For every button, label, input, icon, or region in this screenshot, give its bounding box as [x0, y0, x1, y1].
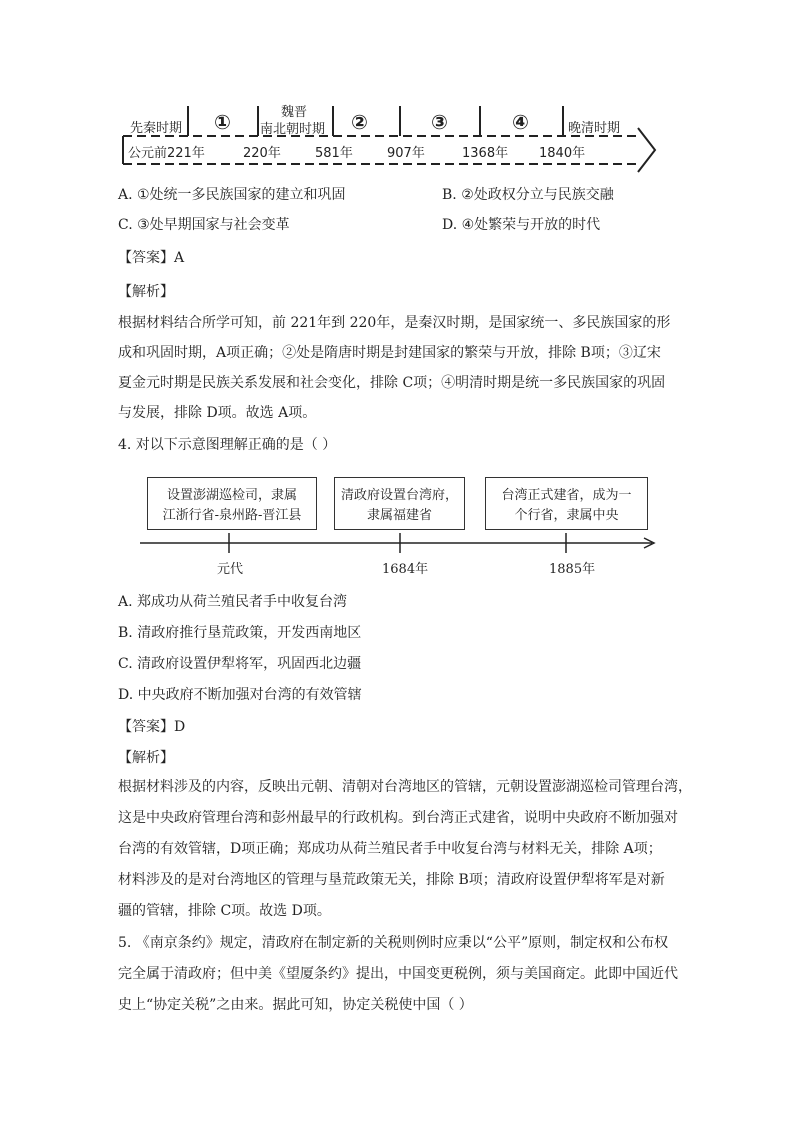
year-label: 907年 — [387, 146, 425, 161]
q4-analysis-line: 台湾的有效管辖，D项正确；郑成功从荷兰殖民者手中收复台湾与材料无关，排除 A项； — [118, 841, 662, 857]
q3-answer: 【答案】A — [118, 250, 185, 266]
taiwan-timeline-axis — [140, 530, 662, 560]
q4-choice-c: C. 清政府设置伊犁将军，巩固西北边疆 — [118, 656, 362, 672]
q4-answer: 【答案】D — [118, 719, 186, 735]
label-nanbeichao: 南北朝时期 — [260, 122, 326, 137]
label-pre-qin: 先秦时期 — [130, 121, 183, 136]
box-line: 设置澎湖巡检司，隶属 — [166, 488, 297, 503]
q4-analysis-line: 这是中央政府管理台湾和彭州最早的行政机构。到台湾正式建省，说明中央政府不断加强对 — [118, 810, 678, 826]
q4-choice-a: A. 郑成功从荷兰殖民者手中收复台湾 — [118, 594, 348, 610]
q4-analysis-line: 根据材料涉及的内容，反映出元朝、清朝对台湾地区的管辖，元朝设置澎湖巡检司管理台湾， — [118, 779, 692, 795]
box-line: 隶属福建省 — [366, 508, 432, 523]
q3-analysis-label: 【解析】 — [118, 284, 174, 300]
q5-stem-line: 5. 《南京条约》规定，清政府在制定新的关税则例时应秉以“公平”原则，制定权和公布权 — [118, 935, 669, 951]
q5-stem-line: 完全属于清政府；但中美《望厦条约》提出，中国变更税例，须与美国商定。此即中国近代 — [118, 966, 678, 982]
year-label: 公元前221年 — [128, 146, 205, 161]
label-late-qing: 晚清时期 — [568, 121, 621, 136]
timeline-box-yuan — [147, 477, 317, 530]
q3-analysis-line: 成和巩固时期，A项正确；②处是隋唐时期是封建国家的繁荣与开放，排除 B项；③辽宋 — [118, 345, 661, 361]
q4-stem: 4. 对以下示意图理解正确的是（ ） — [118, 437, 337, 453]
timeline-label-yuan: 元代 — [217, 562, 244, 577]
q3-choice-b: B. ②处政权分立与民族交融 — [442, 187, 614, 203]
q4-analysis-label: 【解析】 — [118, 750, 174, 766]
marker-3: ③ — [431, 110, 448, 134]
q3-analysis-line: 夏金元时期是民族关系发展和社会变化，排除 C项；④明清时期是统一多民族国家的巩固 — [118, 375, 666, 391]
marker-1: ① — [214, 110, 231, 134]
timeline-box-1885 — [485, 477, 648, 530]
q5-stem-line: 史上“协定关税”之由来。据此可知，协定关税使中国（ ） — [118, 997, 473, 1013]
q3-choice-c: C. ③处早期国家与社会变革 — [118, 217, 290, 233]
timeline-label-1684: 1684年 — [382, 562, 429, 577]
year-label: 581年 — [315, 146, 353, 161]
timeline-box-1684 — [334, 477, 465, 530]
q4-choice-b: B. 清政府推行垦荒政策，开发西南地区 — [118, 625, 362, 641]
box-line: 台湾正式建省，成为一 — [501, 488, 632, 503]
year-label: 1368年 — [462, 146, 509, 161]
era-timeline-graphic — [118, 100, 663, 175]
timeline-arrowhead — [638, 128, 655, 172]
q4-analysis-line: 材料涉及的是对台湾地区的管理与垦荒政策无关，排除 B项；清政府设置伊犁将军是对新 — [118, 872, 665, 888]
year-label: 220年 — [243, 146, 281, 161]
box-line: 清政府设置台湾府， — [340, 488, 458, 503]
q3-analysis-line: 根据材料结合所学可知，前 221年到 220年，是秦汉时期，是国家统一、多民族国家的形 — [118, 315, 671, 331]
q3-choice-a: A. ①处统一多民族国家的建立和巩固 — [118, 187, 346, 203]
q3-choice-d: D. ④处繁荣与开放的时代 — [442, 217, 601, 233]
box-line: 个行省，隶属中央 — [514, 508, 619, 523]
marker-4: ④ — [512, 110, 529, 134]
marker-2: ② — [351, 110, 368, 134]
box-line: 江浙行省-泉州路-晋江县 — [162, 508, 302, 523]
q4-analysis-line: 疆的管辖，排除 C项。故选 D项。 — [118, 903, 331, 919]
q4-choice-d: D. 中央政府不断加强对台湾的有效管辖 — [118, 687, 362, 703]
q3-analysis-line: 与发展，排除 D项。故选 A项。 — [118, 405, 317, 421]
label-weijin: 魏晋 — [281, 105, 308, 120]
timeline-label-1885: 1885年 — [549, 562, 596, 577]
year-label: 1840年 — [539, 146, 586, 161]
